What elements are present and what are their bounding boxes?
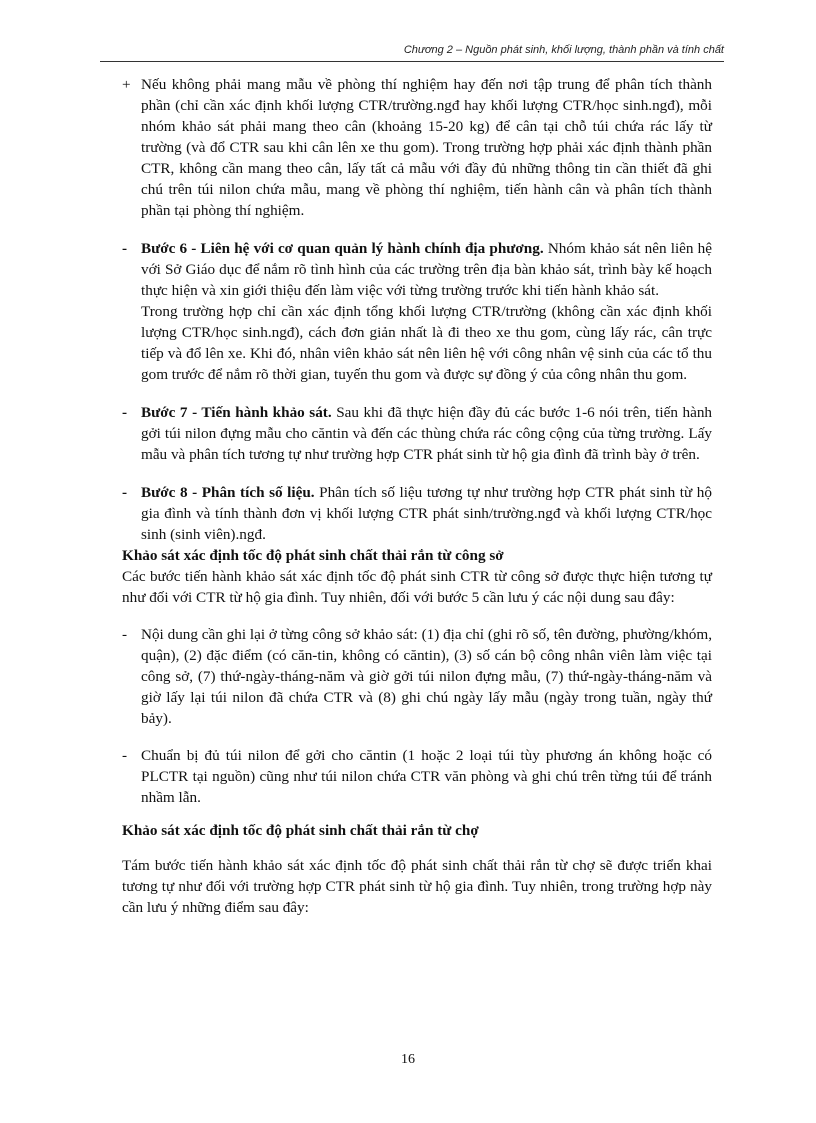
office-bullet-1 (122, 624, 712, 729)
page-body (122, 74, 712, 918)
dash-marker: - (122, 747, 128, 764)
running-header: Chương 2 – Nguồn phát sinh, khối lượng, thành phần và tính chất (403, 44, 724, 56)
section-office-intro: Các bước tiến hành khảo sát xác định tốc độ phát sinh CTR từ công sở được thực hiện tương tự như đối với CTR từ hộ gia đình. Tuy nhiên, đối với bước 5 cần lưu ý các nội dung sau đây: (122, 568, 712, 606)
office-bullet-2 (122, 745, 712, 808)
step-7-title: Bước 7 - Tiến hành khảo sát. (141, 404, 332, 421)
dash-marker: - (122, 404, 128, 421)
dash-marker: - (122, 626, 128, 643)
section-market-intro: Tám bước tiến hành khảo sát xác định tốc độ phát sinh chất thải rắn từ chợ sẽ được triển khai tương tự như đối với trường hợp CTR phát sinh từ hộ gia đình. Tuy nhiên, trong trường hợp này cần lưu ý những điểm sau đây: (122, 857, 712, 916)
sub-item-text: Nếu không phải mang mẫu về phòng thí nghiệm hay đến nơi tập trung để phân tích thành phần (chỉ cần xác định khối lượng CTR/trường.ngđ hay khối lượng CTR/học sinh.ngđ), mỗi nhóm khảo sát phải mang theo cân (khoảng 15-20 kg) để cân tại chỗ túi chứa rác lấy từ trường (và đổ CTR sau khi cân lên xe thu gom). Trong trường hợp phải xác định thành phần CTR, không cần mang theo cân, lấy tất cả mẫu với đầy đủ những thông tin cần thiết đã ghi chú trên túi nilon chứa mẫu, mang về phòng thí nghiệm, tiến hành cân và phân tích thành phần tại phòng thí nghiệm. (141, 76, 712, 219)
section-market-heading: Khảo sát xác định tốc độ phát sinh chất thải rắn từ chợ (122, 822, 479, 839)
sub-item-plus (122, 74, 712, 221)
step-8-text: Phân tích số liệu tương tự như trường hợp CTR phát sinh từ hộ gia đình và tính thành đơn vị khối lượng CTR phát sinh/trường.ngđ và khối lượng CTR/học sinh (sinh viên).ngđ. (141, 484, 712, 543)
step-6-title: Bước 6 - Liên hệ với cơ quan quản lý hành chính địa phương. (141, 240, 544, 257)
step-6-extra: Trong trường hợp chỉ cần xác định tổng khối lượng CTR/trường (không cần xác định khối lượng CTR/học sinh.ngđ), cách đơn giản nhất là đi theo xe thu gom, cùng lấy rác, cân trực tiếp và đổ lên xe. Khi đó, nhân viên khảo sát nên liên hệ với công nhân vệ sinh của các tổ thu gom trước để nắm rõ thời gian, tuyến thu gom và được sự đồng ý của công nhân thu gom. (141, 303, 712, 383)
step-7 (122, 402, 712, 465)
page-number: 16 (401, 1052, 415, 1067)
office-bullet-2-text: Chuẩn bị đủ túi nilon để gởi cho căntin (1 hoặc 2 loại túi tùy phương án không hoặc có PLCTR tại nguồn) cũng như túi nilon chứa CTR văn phòng và ghi chú trên từng túi để tránh nhầm lẫn. (141, 747, 712, 806)
dash-marker: - (122, 240, 128, 257)
step-7-text: Sau khi đã thực hiện đầy đủ các bước 1-6 nói trên, tiến hành gởi túi nilon đựng mẫu cho căntin và đến các thùng chứa rác công cộng của từng trường. Lấy mẫu và phân tích tương tự như trường hợp CTR phát sinh từ hộ gia đình đã trình bày ở trên. (141, 404, 713, 463)
plus-marker: + (122, 76, 131, 93)
step-8 (122, 482, 712, 545)
step-6-text: Nhóm khảo sát nên liên hệ với Sở Giáo dục để nắm rõ tình hình của các trường trên địa bàn khảo sát, trình bày kế hoạch thực hiện và xin giới thiệu đến làm việc với từng trường trước khi tiến hành khảo sát. (141, 240, 713, 299)
office-bullet-1-text: Nội dung cần ghi lại ở từng công sở khảo sát: (1) địa chỉ (ghi rõ số, tên đường, phường/khóm, quận), (2) đặc điểm (có căn-tin, không có căntin), (3) số cán bộ công nhân viên làm việc tại công sở, (7) thứ-ngày-tháng-năm và giờ gởi túi nilon đựng mẫu, (7) thứ-ngày-tháng-năm và giờ lấy lại túi nilon đã chứa CTR và (8) ghi chú ngày lấy mẫu (ngày trong tuần, ngày thứ bảy). (141, 626, 712, 727)
header-divider (100, 61, 724, 62)
section-office-heading: Khảo sát xác định tốc độ phát sinh chất thải rắn từ công sở (122, 547, 504, 564)
step-8-title: Bước 8 - Phân tích số liệu. (141, 484, 315, 501)
dash-marker: - (122, 484, 128, 501)
step-6 (122, 238, 712, 301)
